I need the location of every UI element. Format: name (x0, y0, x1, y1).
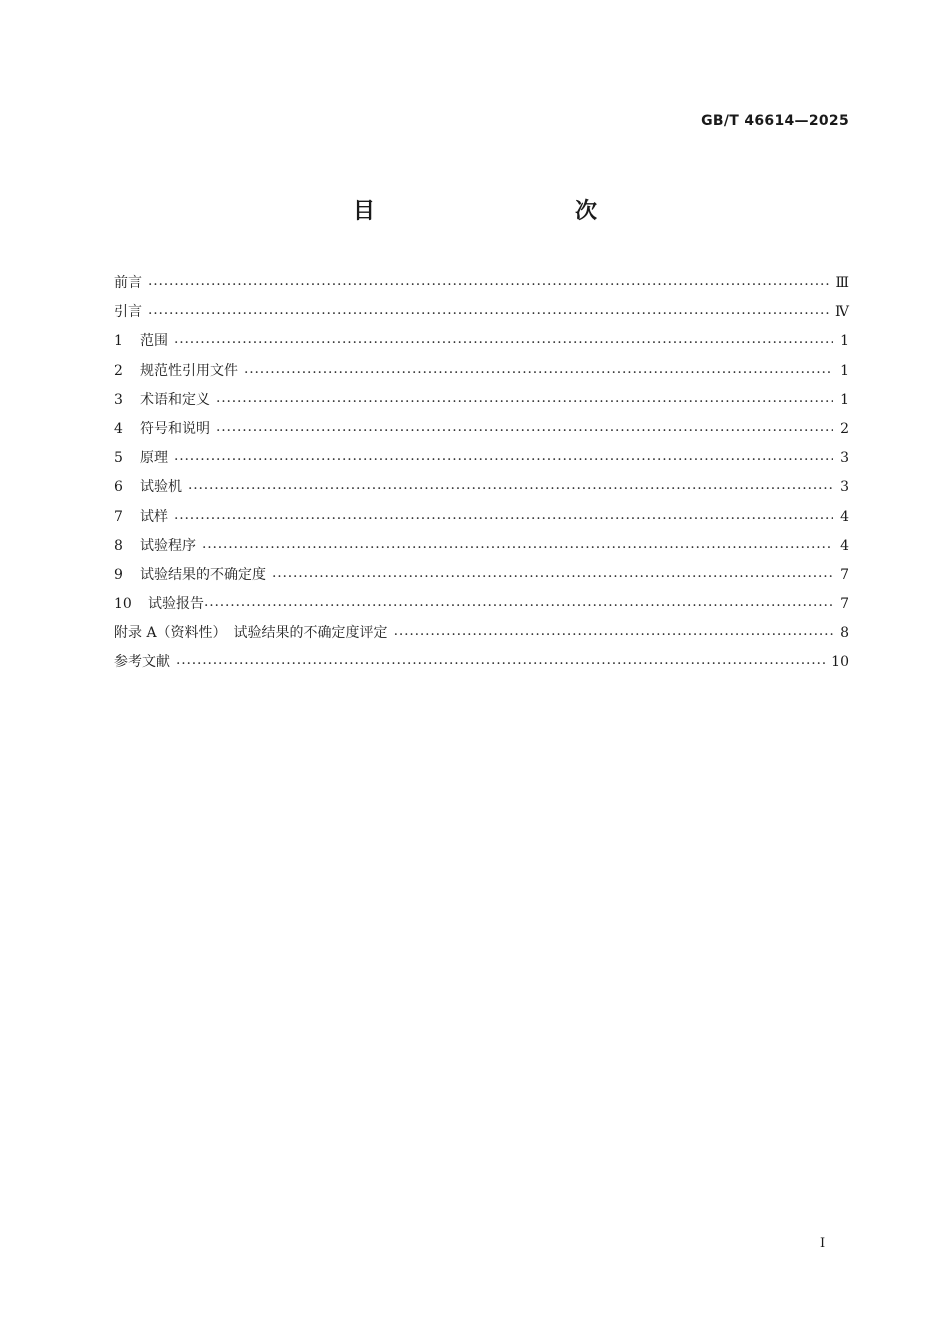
toc-page: 1 (840, 391, 849, 408)
toc-label: 试验报告 (148, 596, 204, 613)
dot-leader (148, 277, 829, 295)
toc-row[interactable] (114, 535, 849, 564)
toc-page: 1 (840, 333, 849, 350)
toc-row[interactable] (114, 330, 849, 359)
toc-page: 3 (840, 450, 849, 467)
toc-page: 1 (840, 362, 849, 379)
dot-leader (204, 598, 833, 616)
toc-label: 术语和定义 (140, 391, 210, 408)
toc-label: 参考文献 (114, 654, 170, 671)
toc-row[interactable] (114, 447, 849, 476)
dot-leader (188, 481, 833, 499)
toc-number: 7 (114, 508, 123, 525)
toc-number: 8 (114, 537, 123, 554)
toc-row[interactable] (114, 360, 849, 389)
dot-leader (216, 394, 833, 412)
toc-row[interactable] (114, 651, 849, 680)
toc-row[interactable] (114, 272, 849, 301)
toc-label: 规范性引用文件 (140, 362, 238, 379)
toc-row[interactable] (114, 301, 849, 330)
toc-page: 4 (840, 537, 849, 554)
toc-number: 9 (114, 566, 123, 583)
toc-row[interactable] (114, 564, 849, 593)
dot-leader (216, 423, 833, 441)
toc-label: 原理 (140, 450, 168, 467)
dot-leader (148, 306, 829, 324)
toc-number: 5 (114, 450, 123, 467)
toc-row[interactable] (114, 476, 849, 505)
toc-label: 范围 (140, 333, 168, 350)
toc-number: 6 (114, 479, 123, 496)
standard-id: GB/T 46614—2025 (701, 113, 849, 129)
dot-leader (174, 452, 833, 470)
toc-page: Ⅳ (835, 304, 849, 321)
dot-leader (174, 335, 833, 353)
dot-leader (174, 511, 833, 529)
toc-label: 附录 A（资料性） 试验结果的不确定度评定 (114, 625, 388, 642)
toc-row[interactable] (114, 622, 849, 651)
dot-leader (272, 569, 833, 587)
toc-label: 试验程序 (140, 537, 196, 554)
toc-label: 试验机 (140, 479, 182, 496)
toc-label: 前言 (114, 275, 142, 291)
dot-leader (202, 540, 833, 558)
page-number: Ⅰ (820, 1236, 826, 1251)
toc-number: 10 (114, 596, 132, 613)
toc-row[interactable] (114, 506, 849, 535)
toc-page: 2 (840, 420, 849, 437)
dot-leader (244, 365, 833, 383)
toc-page: 8 (840, 625, 849, 642)
toc-number: 2 (114, 362, 123, 379)
toc-number: 4 (114, 420, 123, 437)
toc-page: 3 (840, 479, 849, 496)
toc-page: 10 (831, 654, 849, 671)
toc-row[interactable] (114, 418, 849, 447)
toc-page: 4 (840, 508, 849, 525)
table-of-contents (114, 272, 849, 681)
toc-row[interactable] (114, 593, 849, 622)
toc-page: 7 (840, 566, 849, 583)
toc-label: 符号和说明 (140, 420, 210, 437)
dot-leader (394, 627, 833, 645)
toc-page: Ⅲ (835, 275, 849, 291)
toc-row[interactable] (114, 389, 849, 418)
toc-number: 1 (114, 333, 123, 350)
dot-leader (176, 656, 825, 674)
toc-page: 7 (840, 596, 849, 613)
page-title: 目 次 (352, 199, 649, 224)
toc-number: 3 (114, 391, 123, 408)
toc-label: 引言 (114, 304, 142, 321)
toc-label: 试验结果的不确定度 (140, 566, 266, 583)
toc-label: 试样 (140, 508, 168, 525)
